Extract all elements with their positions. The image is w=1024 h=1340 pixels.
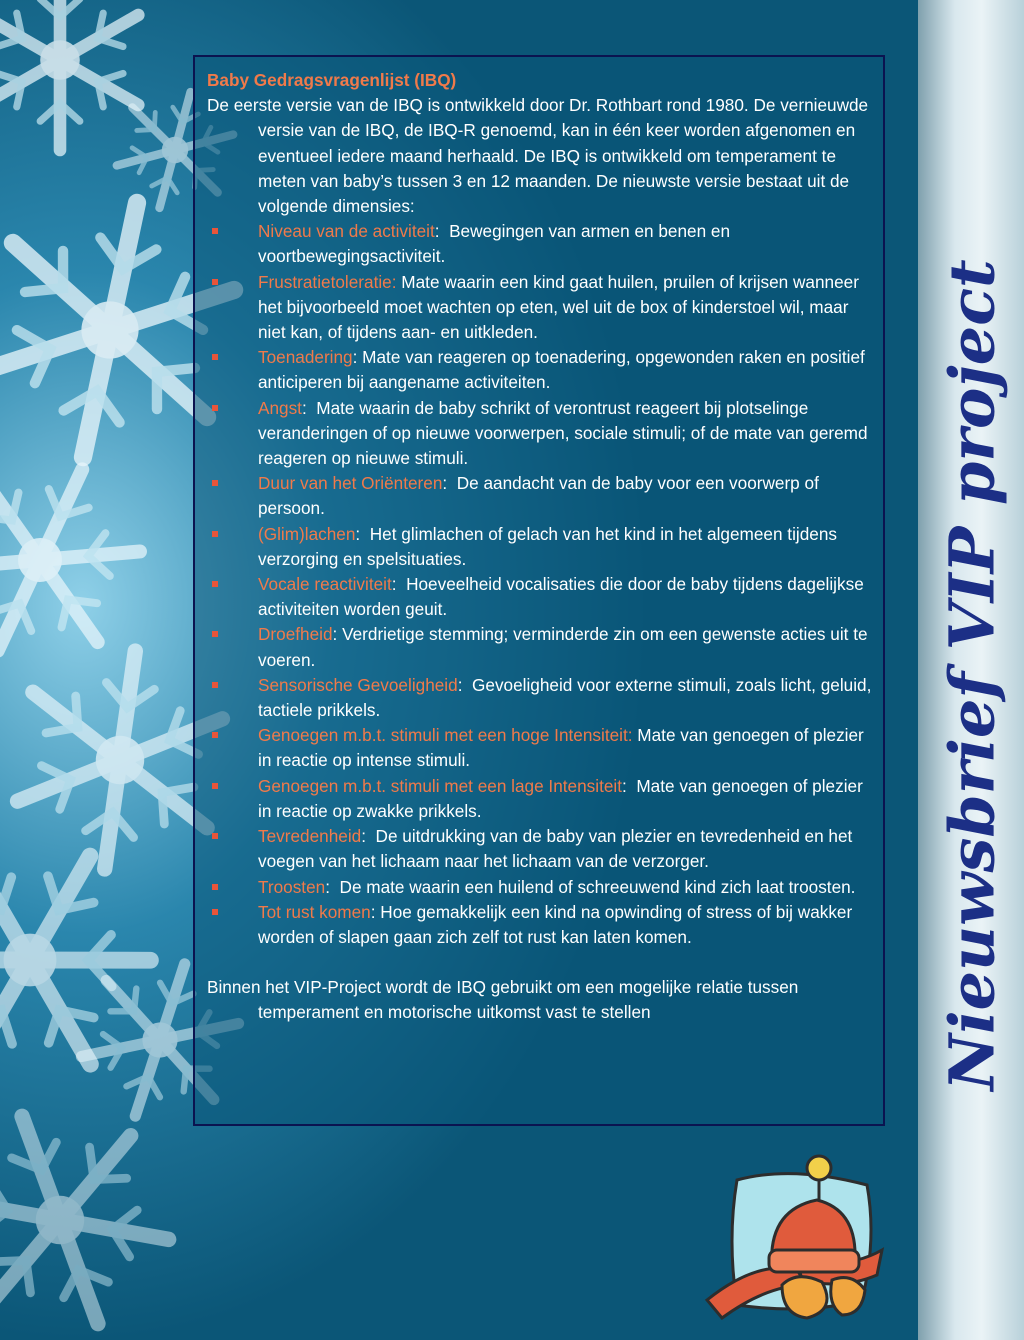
- bullet-icon: [212, 405, 218, 411]
- bullet-icon: [212, 833, 218, 839]
- dimension-item: [207, 270, 875, 346]
- dimension-separator: :: [301, 397, 307, 418]
- dimension-text: Mate waarin een kind gaat huilen, pruilen of krijsen wanneer het bijvoorbeeld moet wachten op eten, wel uit de box of kinderstoel wil, maar niet kan, of tijdens aan- en uitkleden.: [258, 271, 864, 343]
- dimension-term: Duur van het Oriënteren: [258, 473, 443, 494]
- dimension-term: Droefheid: [258, 624, 333, 645]
- dimension-separator: :: [442, 473, 448, 494]
- dimension-term: Toenadering: [258, 347, 353, 368]
- dimension-item: [207, 572, 875, 622]
- dimension-item: [207, 673, 875, 723]
- dimension-item: [207, 900, 875, 950]
- dimension-separator: :: [352, 347, 358, 368]
- bullet-icon: [212, 682, 218, 688]
- dimension-item: [207, 345, 875, 395]
- dimension-separator: :: [434, 221, 440, 242]
- dimension-text: Hoe gemakkelijk een kind na opwinding of stress of bij wakker worden of slapen gaan zich zelf tot rust kan laten komen.: [258, 901, 857, 947]
- dimension-separator: :: [370, 901, 376, 922]
- dimension-text: Mate van reageren op toenadering, opgewonden raken en positief anticiperen bij aangename activiteiten.: [258, 347, 870, 393]
- dimension-text: De mate waarin een huilend of schreeuwend kind zich laat troosten.: [329, 876, 856, 897]
- bullet-icon: [212, 909, 218, 915]
- dimension-text: Mate van genoegen of plezier in reactie op intense stimuli.: [258, 725, 869, 771]
- dimension-text: Verdrietige stemming; verminderde zin om een gewenste acties uit te voeren.: [258, 624, 873, 670]
- sidebar-title: Nieuwsbrief VIP project: [935, 259, 1009, 1091]
- dimension-separator: :: [325, 876, 330, 897]
- dimension-text: De aandacht van de baby voor een voorwerp of persoon.: [258, 473, 824, 519]
- dimension-separator: :: [361, 826, 366, 847]
- dimension-item: [207, 396, 875, 472]
- dimension-term: Tot rust komen: [258, 901, 371, 922]
- bullet-icon: [212, 581, 218, 587]
- dimension-text: De uitdrukking van de baby van plezier en tevredenheid en het voegen van het lichaam naar het lichaam van de verzorger.: [258, 826, 858, 872]
- dimension-term: (Glim)lachen: [258, 523, 356, 544]
- dimension-item: [207, 471, 875, 521]
- bullet-icon: [212, 732, 218, 738]
- dimension-text: Mate waarin de baby schrikt of verontrust reageert bij plotselinge veranderingen of op nieuwe voorwerpen, sociale stimuli; of de mate van geremd reageren op nieuwe stimuli.: [258, 397, 873, 469]
- bullet-icon: [212, 354, 218, 360]
- dimension-term: Angst: [258, 397, 302, 418]
- article-closing: Binnen het VIP-Project wordt de IBQ gebruikt om een mogelijke relatie tussen temperament en motorische uitkomst vast te stellen: [207, 977, 799, 1023]
- dimension-text: Mate van genoegen of plezier in reactie op zwakke prikkels.: [258, 775, 868, 821]
- bullet-icon: [212, 228, 218, 234]
- dimension-item: [207, 219, 875, 269]
- bullet-icon: [212, 783, 218, 789]
- dimension-term: Genoegen m.b.t. stimuli met een hoge Intensiteit:: [258, 725, 633, 746]
- dimension-term: Troosten: [258, 876, 326, 897]
- dimension-separator: :: [355, 523, 361, 544]
- dimension-item: [207, 723, 875, 773]
- dimension-term: Niveau van de activiteit: [258, 221, 435, 242]
- dimension-term: Genoegen m.b.t. stimuli met een lage Intensiteit: [258, 775, 623, 796]
- article-title: Baby Gedragsvragenlijst (IBQ): [207, 70, 457, 90]
- dimension-text: Bewegingen van armen en benen en voortbewegingsactiviteit.: [258, 221, 735, 267]
- dimension-text: Het glimlachen of gelach van het kind in het algemeen tijdens verzorging en spelsituaties.: [258, 523, 842, 569]
- bullet-icon: [212, 279, 218, 285]
- dimension-text: Gevoeligheid voor externe stimuli, zoals licht, geluid, tactiele prikkels.: [258, 674, 877, 721]
- dimension-text: Hoeveelheid vocalisaties die door de baby tijdens dagelijkse activiteiten worden geuit.: [258, 574, 869, 620]
- dimension-term: Frustratietoleratie:: [258, 271, 397, 292]
- dimension-separator: :: [332, 624, 338, 645]
- dimension-item: [207, 622, 875, 672]
- dimension-separator: :: [391, 574, 397, 595]
- dimension-item: [207, 522, 875, 572]
- article-intro: De eerste versie van de IBQ is ontwikkeld door Dr. Rothbart rond 1980. De vernieuwde versie van de IBQ, de IBQ-R genoemd, kan in één keer worden afgenomen en eventueel iedere maand herhaald. De IBQ is ontwikkeld om temperament te meten van baby’s tussen 3 en 12 maanden. De nieuwste versie bestaat uit de volgende dimensies:: [207, 95, 869, 217]
- dimension-separator: :: [622, 775, 627, 796]
- bullet-icon: [212, 631, 218, 637]
- dimension-list: [207, 219, 875, 950]
- article-content: [207, 68, 875, 1026]
- dimension-item: [207, 875, 875, 900]
- dimension-term: Tevredenheid: [258, 826, 362, 847]
- dimension-item: [207, 824, 875, 874]
- bullet-icon: [212, 884, 218, 890]
- bullet-icon: [212, 531, 218, 537]
- dimension-item: [207, 774, 875, 824]
- winter-hat-scarf-clipart: [697, 1150, 887, 1330]
- dimension-term: Vocale reactiviteit: [258, 574, 392, 595]
- dimension-separator: :: [457, 674, 463, 695]
- bullet-icon: [212, 480, 218, 486]
- dimension-term: Sensorische Gevoeligheid: [258, 674, 458, 695]
